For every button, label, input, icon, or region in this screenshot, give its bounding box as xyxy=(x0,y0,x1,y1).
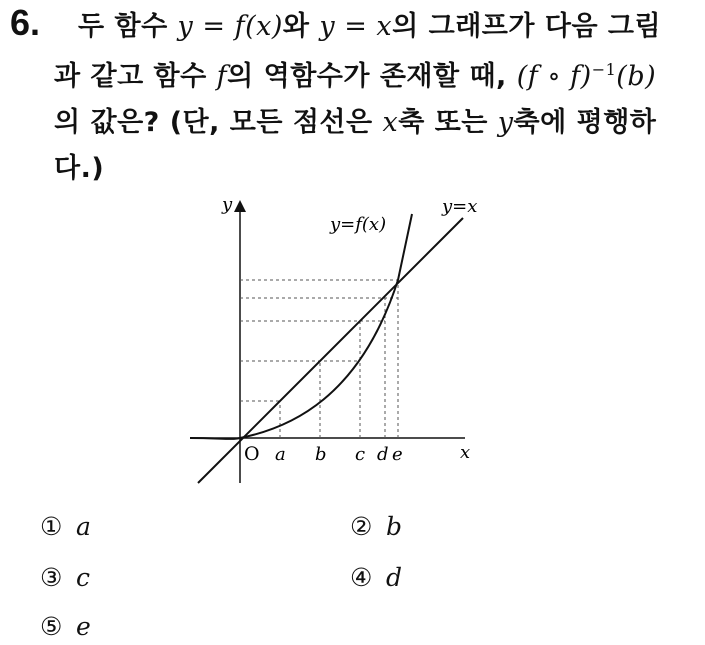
question-line-2 xyxy=(54,54,656,93)
text: 의 그래프가 다음 그림 xyxy=(392,11,662,42)
line-y-equals-x xyxy=(198,218,463,483)
choice-1[interactable] xyxy=(40,512,91,541)
choice-4[interactable] xyxy=(350,563,402,592)
choice-marker: ① xyxy=(40,512,63,541)
choice-marker: ⑤ xyxy=(40,612,63,641)
x-axis-label: x xyxy=(460,442,471,463)
math-expr: (b) xyxy=(616,61,657,92)
choice-value: e xyxy=(76,612,91,641)
math-expr: y xyxy=(497,107,514,138)
curve-label: y=f(x) xyxy=(330,214,387,235)
choice-value: a xyxy=(76,512,91,541)
tick-label-c: c xyxy=(355,444,366,465)
choice-value: b xyxy=(386,512,403,541)
tick-label-d: d xyxy=(377,444,389,465)
y-axis-label: y xyxy=(222,194,233,215)
math-expr: x xyxy=(382,107,399,138)
question-line-4 xyxy=(54,146,104,185)
math-expr: y = f(x) xyxy=(177,11,283,42)
question-line-1 xyxy=(78,4,661,43)
dashed-guides xyxy=(240,280,398,438)
text: 두 함수 xyxy=(78,11,178,42)
tick-label-b: b xyxy=(315,444,327,465)
choice-marker: ④ xyxy=(350,563,373,592)
text: 다.) xyxy=(54,153,105,184)
math-expr: (f ∘ f) xyxy=(516,61,592,92)
origin-label: O xyxy=(244,443,260,465)
tick-label-a: a xyxy=(275,444,286,465)
choice-marker: ③ xyxy=(40,563,63,592)
text: 과 같고 함수 xyxy=(54,61,217,92)
math-superscript: −1 xyxy=(591,60,617,79)
tick-label-e: e xyxy=(392,444,403,465)
choice-3[interactable] xyxy=(40,563,90,592)
choice-value: c xyxy=(76,563,91,592)
math-expr: f xyxy=(216,61,228,92)
math-expr: y = x xyxy=(319,11,393,42)
choice-2[interactable] xyxy=(350,512,402,541)
curve-f xyxy=(190,214,412,439)
text: 축에 평행하 xyxy=(513,107,657,138)
text: 의 역함수가 존재할 때, xyxy=(227,61,517,92)
text: 와 xyxy=(282,11,320,42)
question-number: 6. xyxy=(10,2,41,43)
text: 의 값은? (단, 모든 점선은 xyxy=(54,107,383,138)
question-line-3 xyxy=(54,100,656,139)
choice-value: d xyxy=(386,563,403,592)
choice-marker: ② xyxy=(350,512,373,541)
line-label: y=x xyxy=(442,196,478,217)
choice-5[interactable] xyxy=(40,612,91,641)
text: 축 또는 xyxy=(398,107,498,138)
function-graph xyxy=(180,188,500,493)
